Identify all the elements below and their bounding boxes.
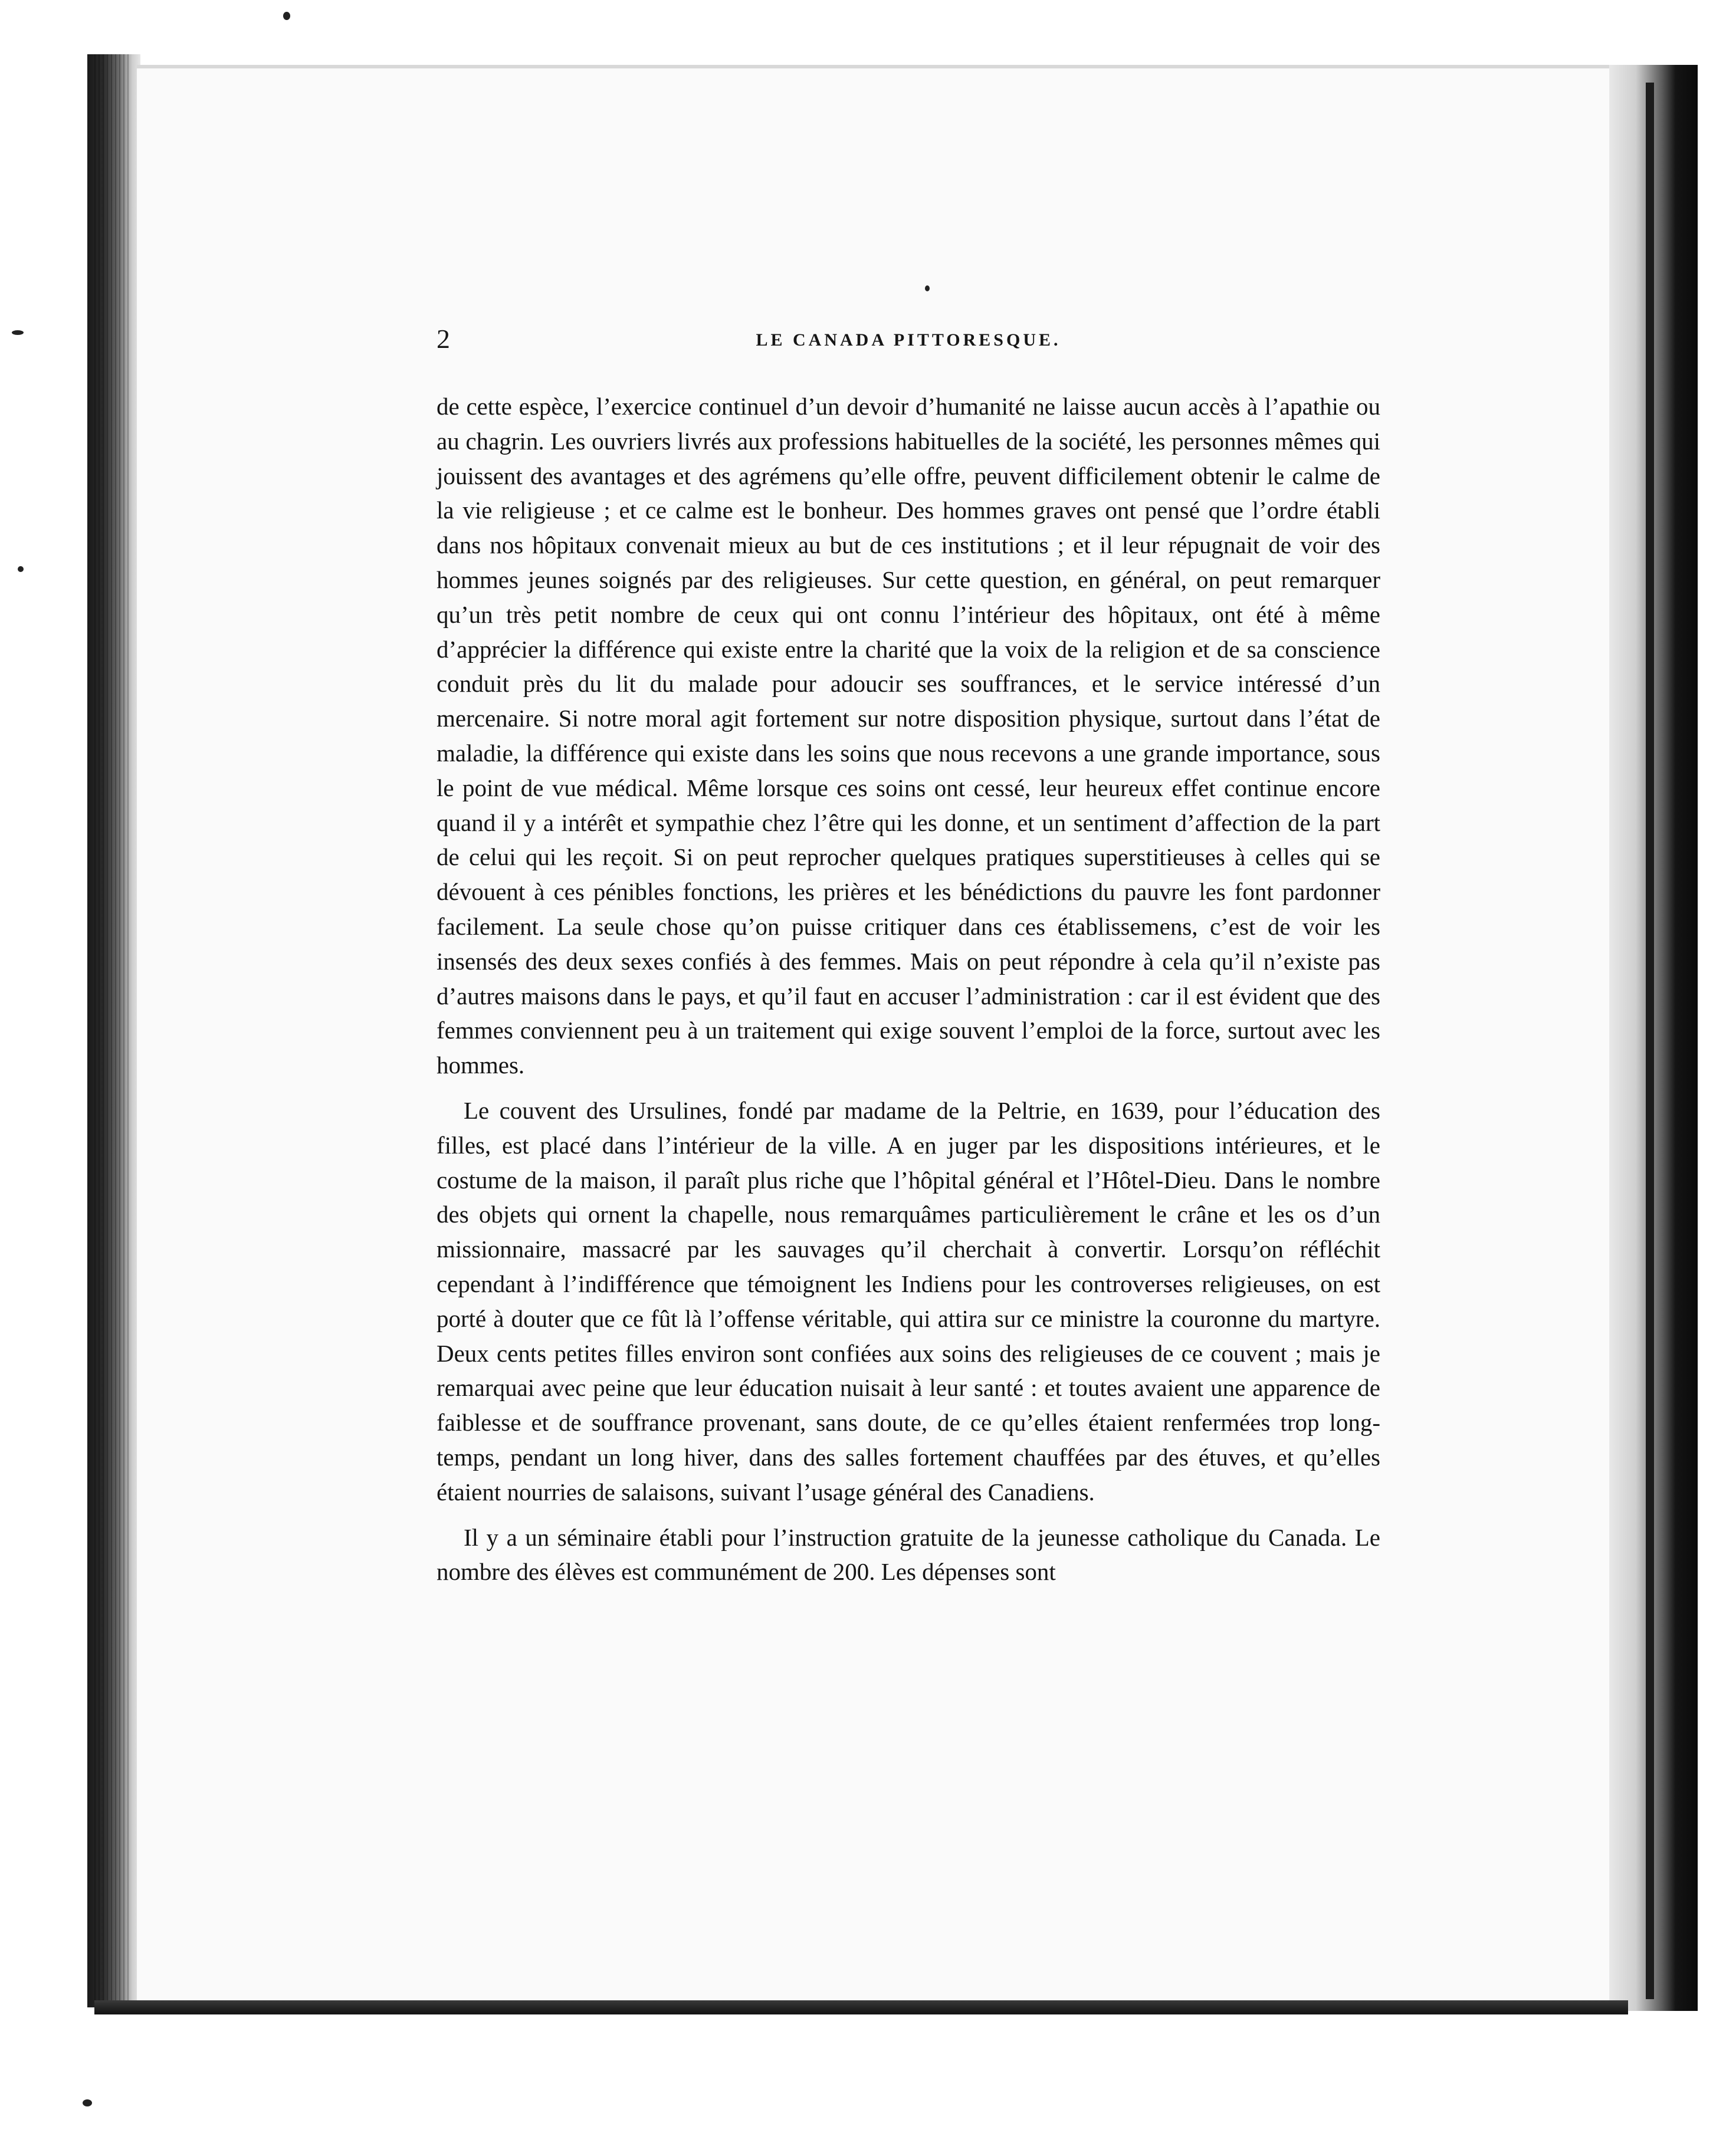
scan-speck bbox=[283, 12, 290, 20]
scan-speck bbox=[12, 330, 24, 335]
body-text bbox=[437, 389, 1380, 1600]
paragraph: de cette espèce, l’exercice continuel d’un devoir d’humanité ne laisse aucun accès à l’apathie ou au chagrin. Les ouvriers livrés aux professions habituelles de la société, les personnes mêmes qui jouissent des avantages et des agrémens qu’elle offre, peuvent difficilement obtenir le calme de la vie religieuse ; et ce calme est le bonheur. Des hommes graves ont pensé que l’ordre établi dans nos hôpitaux convenait mieux au but de ces institutions ; et il leur répugnait de voir des hommes jeunes soignés par des religieuses. Sur cette question, en général, on peut remarquer qu’un très petit nombre de ceux qui ont connu l’intérieur des hôpitaux, ont été à même d’apprécier la différence qui existe entre la charité que la voix de la religion et de sa conscience conduit près du lit du malade pour adoucir ses souffrances, et le service intéressé d’un mercenaire. Si notre moral agit fortement sur notre disposition physique, surtout dans l’état de maladie, la différence qui existe dans les soins que nous recevons a une grande importance, sous le point de vue médical. Même lorsque ces soins ont cessé, leur heureux effet continue encore quand il y a intérêt et sympathie chez l’être qui les donne, et un sentiment d’affection de la part de celui qui les reçoit. Si on peut reprocher quelques pratiques superstitieuses à celles qui se dévouent à ces pénibles fonctions, les prières et les bénédictions du pauvre les font pardonner facilement. La seule chose qu’on puisse critiquer dans ces établissemens, c’est de voir les insensés des deux sexes confiés à des femmes. Mais on peut répondre à cela qu’il n’existe pas d’autres maisons dans le pays, et qu’il faut en accuser l’administration : car il est évident que des femmes conviennent peu à un traitement qui exige souvent l’emploi de la force, surtout avec les hommes. bbox=[437, 393, 1380, 1079]
page-number: 2 bbox=[437, 324, 450, 354]
scan-speck bbox=[925, 285, 930, 291]
book-edge-line bbox=[1646, 83, 1654, 1999]
scan-speck bbox=[18, 566, 24, 572]
running-title: LE CANADA PITTORESQUE. bbox=[756, 330, 1061, 350]
scan-speck bbox=[83, 2099, 92, 2106]
paragraph: Il y a un séminaire établi pour l’instruction gratuite de la jeunesse catholique du Canada. Le nombre des élèves est communément de 200. Les dépenses sont bbox=[437, 1523, 1380, 1586]
book-page-edges-left bbox=[94, 54, 130, 2007]
paragraph: Le couvent des Ursulines, fondé par madame de la Peltrie, en 1639, pour l’éducation des filles, est placé dans l’intérieur de la ville. A en juger par les dispositions intérieures, et le costume de la maison, il paraît plus riche que l’hôpital général et l’Hôtel-Dieu. Dans le nombre des objets qui ornent la chapelle, nous remarquâmes particulièrement le crâne et les os d’un missionnaire, massacré par les sauvages qu’il cherchait à convertir. Lorsqu’on réfléchit cependant à l’indifférence que témoignent les Indiens pour les controverses religieuses, on est porté à douter que ce fût là l’offense véritable, qui attira sur ce ministre la couronne du martyre. Deux cents petites filles environ sont confiées aux soins des religieuses de ce couvent ; mais je remarquai avec peine que leur éducation nuisait à leur santé : et toutes avaient une apparence de faiblesse et de souffrance provenant, sans doute, de ce qu’elles étaient renfermées trop long-temps, pendant un long hiver, dans des salles fortement chauffées par des étuves, et qu’elles étaient nourries de salaisons, suivant l’usage général des Canadiens. bbox=[437, 1096, 1380, 1506]
book-bottom-edge bbox=[94, 2000, 1628, 2014]
